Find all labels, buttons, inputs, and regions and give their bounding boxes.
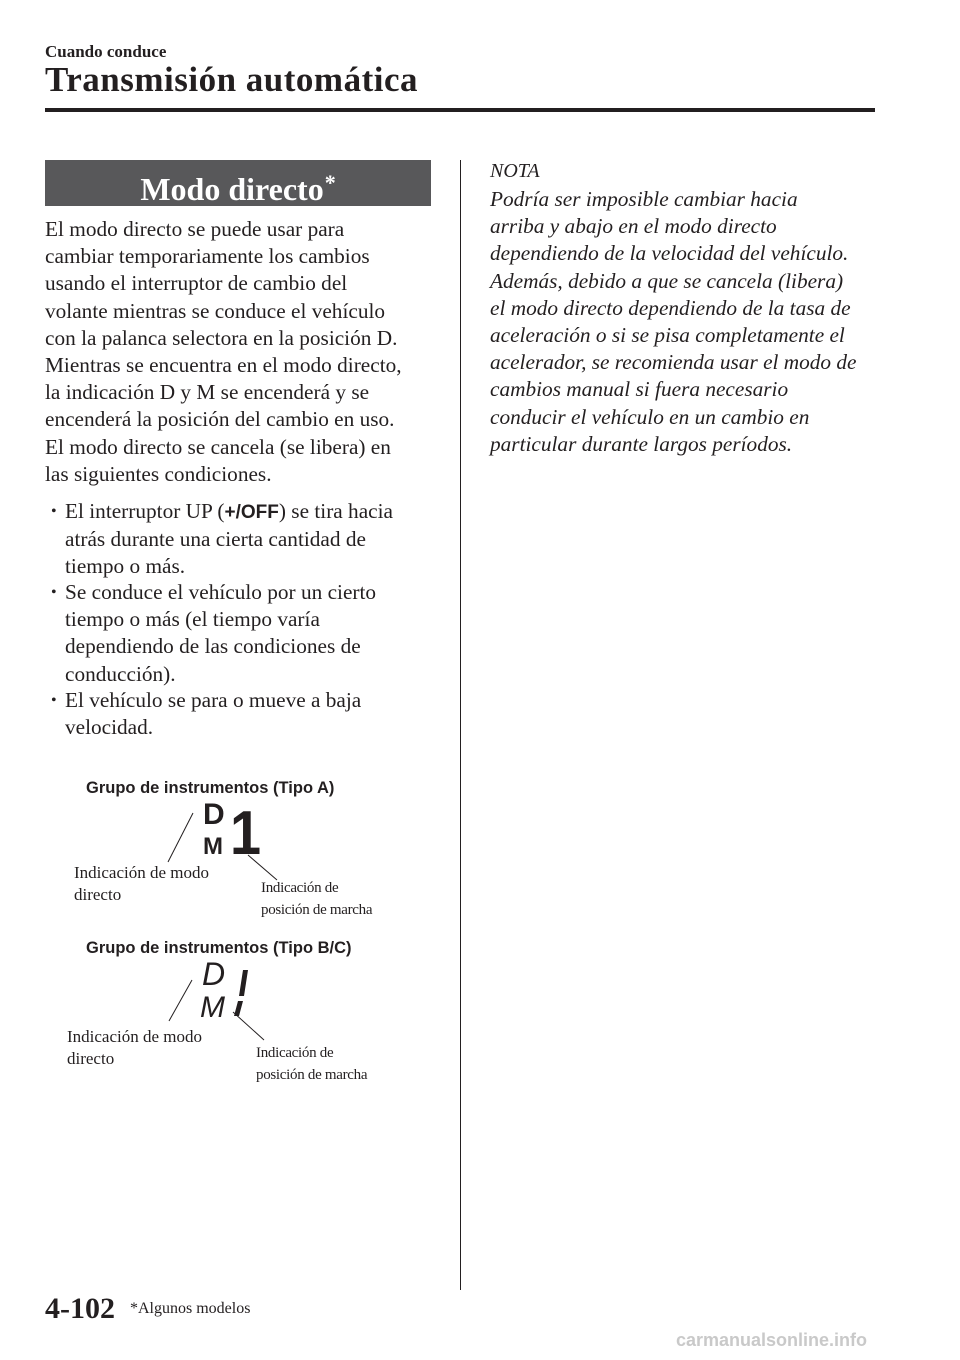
bullet-dot: •	[51, 503, 57, 520]
bullet-item	[45, 498, 445, 581]
bullet-item	[45, 579, 445, 688]
intro-line: Mientras se encuentra en el modo directo,	[45, 353, 402, 378]
intro-line: El modo directo se puede usar para	[45, 217, 345, 241]
section-title	[45, 160, 431, 206]
bullet-text: ) se tira hacia	[278, 499, 393, 523]
intro-paragraph	[45, 216, 445, 488]
label-line: Indicación de modo	[67, 1027, 203, 1046]
note-line: dependiendo de la velocidad del vehículo.	[490, 241, 849, 266]
bullet-line: atrás durante una cierta cantidad de	[65, 527, 366, 552]
intro-line: usando el interruptor de cambio del	[45, 271, 348, 296]
figure-a-mode-label	[74, 862, 209, 906]
intro-line: volante mientras se conduce el vehículo	[45, 298, 386, 323]
label-line: Indicación de modo	[74, 863, 210, 882]
intro-line: cambiar temporariamente los cambios	[45, 244, 370, 269]
note-line: arriba y abajo en el modo directo	[490, 214, 777, 239]
note-line: Podría ser imposible cambiar hacia	[490, 187, 798, 211]
label-line: Indicación de	[256, 1045, 334, 1061]
intro-line: con la palanca selectora en la posición D.	[45, 325, 398, 350]
bullet-line	[45, 498, 445, 526]
intro-line: El modo directo se cancela (se libera) en	[45, 434, 391, 459]
note-line: acelerador, se recomienda usar el modo de	[490, 350, 857, 375]
m-indicator: M	[200, 991, 225, 1024]
optional-marker: *	[324, 170, 336, 195]
note-line: particular durante largos períodos.	[490, 431, 793, 456]
gear-segment-upper	[239, 970, 248, 996]
page-number: 4-102	[45, 1292, 115, 1325]
intro-line: encenderá la posición del cambio en uso.	[45, 407, 395, 432]
note-line: Además, debido a que se cancela (libera)	[490, 268, 844, 293]
figure-a-title: Grupo de instrumentos (Tipo A)	[86, 779, 335, 797]
bullet-line: conducción).	[65, 661, 176, 686]
bullet-line: Se conduce el vehículo por un cierto	[65, 580, 377, 604]
note-body	[490, 186, 890, 458]
bullet-line: tiempo o más (el tiempo varía	[65, 607, 320, 632]
note-line: conducir el vehículo en un cambio en	[490, 404, 810, 429]
bullet-line: tiempo o más.	[65, 554, 186, 579]
figure-bc-title: Grupo de instrumentos (Tipo B/C)	[86, 939, 352, 957]
leader-line-mode	[169, 980, 192, 1021]
label-line: directo	[67, 1049, 115, 1068]
note-line: cambios manual si fuera necesario	[490, 377, 789, 402]
switch-label: +/OFF	[224, 502, 279, 523]
m-indicator: M	[203, 833, 223, 860]
section-label: Cuando conduce	[45, 42, 167, 61]
bullet-text: El interruptor UP (	[65, 499, 225, 523]
note-line: el modo directo dependiendo de la tasa de	[490, 295, 851, 320]
intro-line: la indicación D y M se encenderá y se	[45, 380, 370, 405]
d-indicator: D	[202, 960, 226, 992]
watermark: carmanualsonline.info	[676, 1330, 868, 1350]
leader-line-gear	[233, 1012, 264, 1040]
footnote: *Algunos modelos	[130, 1300, 251, 1317]
bullet-line: El vehículo se para o mueve a baja	[65, 688, 362, 712]
chapter-title: Transmisión automática	[45, 60, 418, 99]
column-divider	[460, 160, 461, 1290]
figure-a-gear-label	[261, 877, 372, 921]
label-line: posición de marcha	[256, 1067, 368, 1083]
header-rule	[45, 108, 875, 112]
d-indicator: D	[203, 800, 225, 831]
gear-position-digit: 1	[230, 800, 262, 868]
label-line: posición de marcha	[261, 902, 373, 918]
label-line: directo	[74, 885, 122, 904]
section-title-text: Modo directo	[140, 171, 324, 207]
note-line: aceleración o si se pisa completamente el	[490, 323, 845, 348]
note-heading: NOTA	[490, 160, 540, 182]
figure-bc-gear-label	[256, 1042, 367, 1086]
bullet-item	[45, 687, 445, 741]
label-line: Indicación de	[261, 880, 339, 896]
leader-line-mode	[168, 813, 193, 862]
bullet-line: dependiendo de las condiciones de	[65, 634, 361, 659]
intro-line: las siguientes condiciones.	[45, 461, 272, 486]
bullet-line: velocidad.	[65, 715, 154, 740]
figure-bc-mode-label	[67, 1026, 202, 1070]
bullet-dot: •	[51, 584, 57, 601]
bullet-dot: •	[51, 692, 57, 709]
